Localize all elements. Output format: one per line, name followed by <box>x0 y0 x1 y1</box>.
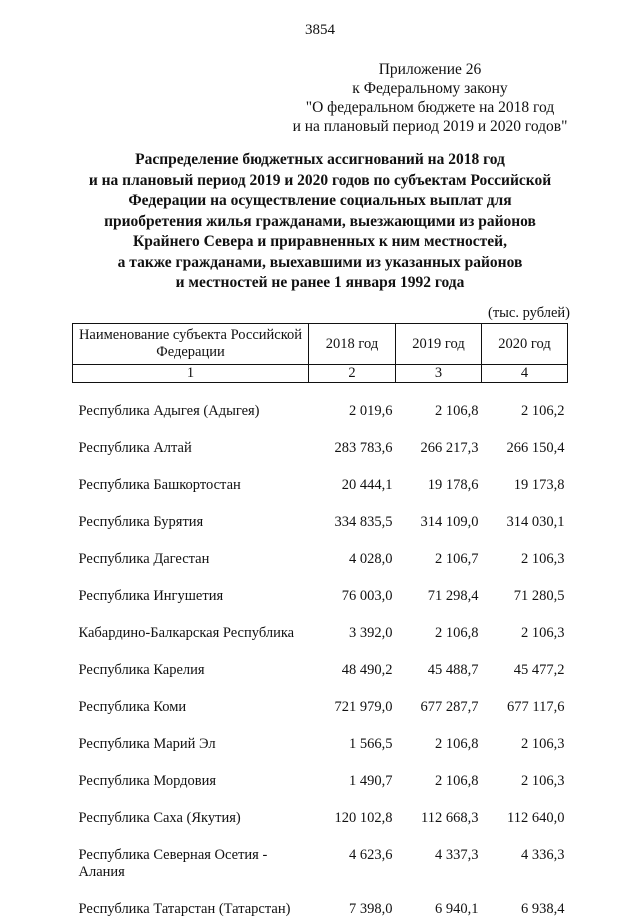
value-2019: 112 668,3 <box>396 790 482 827</box>
value-2018: 334 835,5 <box>309 494 396 531</box>
title-line: Крайнего Севера и приравненных к ним местностей, <box>60 232 580 253</box>
region-name: Республика Карелия <box>73 642 309 679</box>
header-region: Наименование субъекта Российской Федерации <box>73 324 309 365</box>
appendix-header <box>260 60 600 136</box>
header-2018: 2018 год <box>309 324 396 365</box>
appendix-line: к Федеральному закону <box>260 79 600 98</box>
value-2020: 4 336,3 <box>482 827 568 881</box>
title-line: а также гражданами, выехавшими из указанных районов <box>60 253 580 274</box>
column-number: 2 <box>309 365 396 383</box>
value-2018: 721 979,0 <box>309 679 396 716</box>
table-row <box>73 642 568 679</box>
table-row <box>73 679 568 716</box>
title-line: Распределение бюджетных ассигнований на 2018 год <box>60 150 580 171</box>
value-2019: 71 298,4 <box>396 568 482 605</box>
region-name: Республика Адыгея (Адыгея) <box>73 383 309 421</box>
title-line: Федерации на осуществление социальных выплат для <box>60 191 580 212</box>
table-body <box>73 383 568 918</box>
appendix-line: "О федеральном бюджете на 2018 год <box>260 98 600 117</box>
value-2020: 71 280,5 <box>482 568 568 605</box>
value-2018: 1 566,5 <box>309 716 396 753</box>
value-2019: 2 106,8 <box>396 716 482 753</box>
title-line: и на плановый период 2019 и 2020 годов по субъектам Российской <box>60 171 580 192</box>
table-row <box>73 457 568 494</box>
table-row <box>73 531 568 568</box>
table-row <box>73 605 568 642</box>
value-2018: 2 019,6 <box>309 383 396 421</box>
value-2018: 20 444,1 <box>309 457 396 494</box>
table-row <box>73 568 568 605</box>
value-2018: 120 102,8 <box>309 790 396 827</box>
table-row <box>73 420 568 457</box>
table-row <box>73 716 568 753</box>
column-number: 1 <box>73 365 309 383</box>
region-name: Республика Марий Эл <box>73 716 309 753</box>
appendix-line: Приложение 26 <box>260 60 600 79</box>
region-name: Республика Алтай <box>73 420 309 457</box>
value-2020: 112 640,0 <box>482 790 568 827</box>
appendix-line: и на плановый период 2019 и 2020 годов" <box>260 117 600 136</box>
title-line: и местностей не ранее 1 января 1992 года <box>60 273 580 294</box>
value-2020: 266 150,4 <box>482 420 568 457</box>
title-line: приобретения жилья гражданами, выезжающими из районов <box>60 212 580 233</box>
value-2020: 6 938,4 <box>482 881 568 918</box>
value-2020: 45 477,2 <box>482 642 568 679</box>
value-2018: 48 490,2 <box>309 642 396 679</box>
value-2018: 3 392,0 <box>309 605 396 642</box>
value-2020: 314 030,1 <box>482 494 568 531</box>
region-name: Республика Саха (Якутия) <box>73 790 309 827</box>
value-2019: 2 106,7 <box>396 531 482 568</box>
value-2019: 2 106,8 <box>396 605 482 642</box>
value-2019: 2 106,8 <box>396 753 482 790</box>
region-name: Республика Коми <box>73 679 309 716</box>
table-row <box>73 881 568 918</box>
region-name: Республика Ингушетия <box>73 568 309 605</box>
region-name: Республика Бурятия <box>73 494 309 531</box>
value-2019: 677 287,7 <box>396 679 482 716</box>
value-2018: 1 490,7 <box>309 753 396 790</box>
value-2019: 314 109,0 <box>396 494 482 531</box>
column-number: 4 <box>482 365 568 383</box>
value-2018: 76 003,0 <box>309 568 396 605</box>
region-name: Республика Татарстан (Татарстан) <box>73 881 309 918</box>
value-2020: 677 117,6 <box>482 679 568 716</box>
table-row <box>73 753 568 790</box>
value-2018: 283 783,6 <box>309 420 396 457</box>
region-name: Республика Башкортостан <box>73 457 309 494</box>
value-2019: 266 217,3 <box>396 420 482 457</box>
column-number: 3 <box>396 365 482 383</box>
value-2019: 4 337,3 <box>396 827 482 881</box>
document-title <box>60 150 580 294</box>
value-2020: 2 106,2 <box>482 383 568 421</box>
table-row <box>73 827 568 881</box>
value-2019: 45 488,7 <box>396 642 482 679</box>
header-2019: 2019 год <box>396 324 482 365</box>
header-2020: 2020 год <box>482 324 568 365</box>
region-name: Республика Мордовия <box>73 753 309 790</box>
value-2019: 19 178,6 <box>396 457 482 494</box>
value-2019: 6 940,1 <box>396 881 482 918</box>
value-2020: 2 106,3 <box>482 753 568 790</box>
value-2018: 7 398,0 <box>309 881 396 918</box>
value-2020: 19 173,8 <box>482 457 568 494</box>
table-row <box>73 790 568 827</box>
region-name: Республика Северная Осетия - Алания <box>73 827 309 881</box>
value-2020: 2 106,3 <box>482 605 568 642</box>
value-2019: 2 106,8 <box>396 383 482 421</box>
region-name: Кабардино-Балкарская Республика <box>73 605 309 642</box>
units-label: (тыс. рублей) <box>488 305 570 322</box>
budget-table <box>72 323 568 918</box>
region-name: Республика Дагестан <box>73 531 309 568</box>
value-2018: 4 028,0 <box>309 531 396 568</box>
table-row <box>73 383 568 421</box>
table-header-row <box>73 324 568 365</box>
value-2020: 2 106,3 <box>482 531 568 568</box>
value-2018: 4 623,6 <box>309 827 396 881</box>
value-2020: 2 106,3 <box>482 716 568 753</box>
table-row <box>73 494 568 531</box>
column-number-row <box>73 365 568 383</box>
page-number: 3854 <box>0 22 640 39</box>
